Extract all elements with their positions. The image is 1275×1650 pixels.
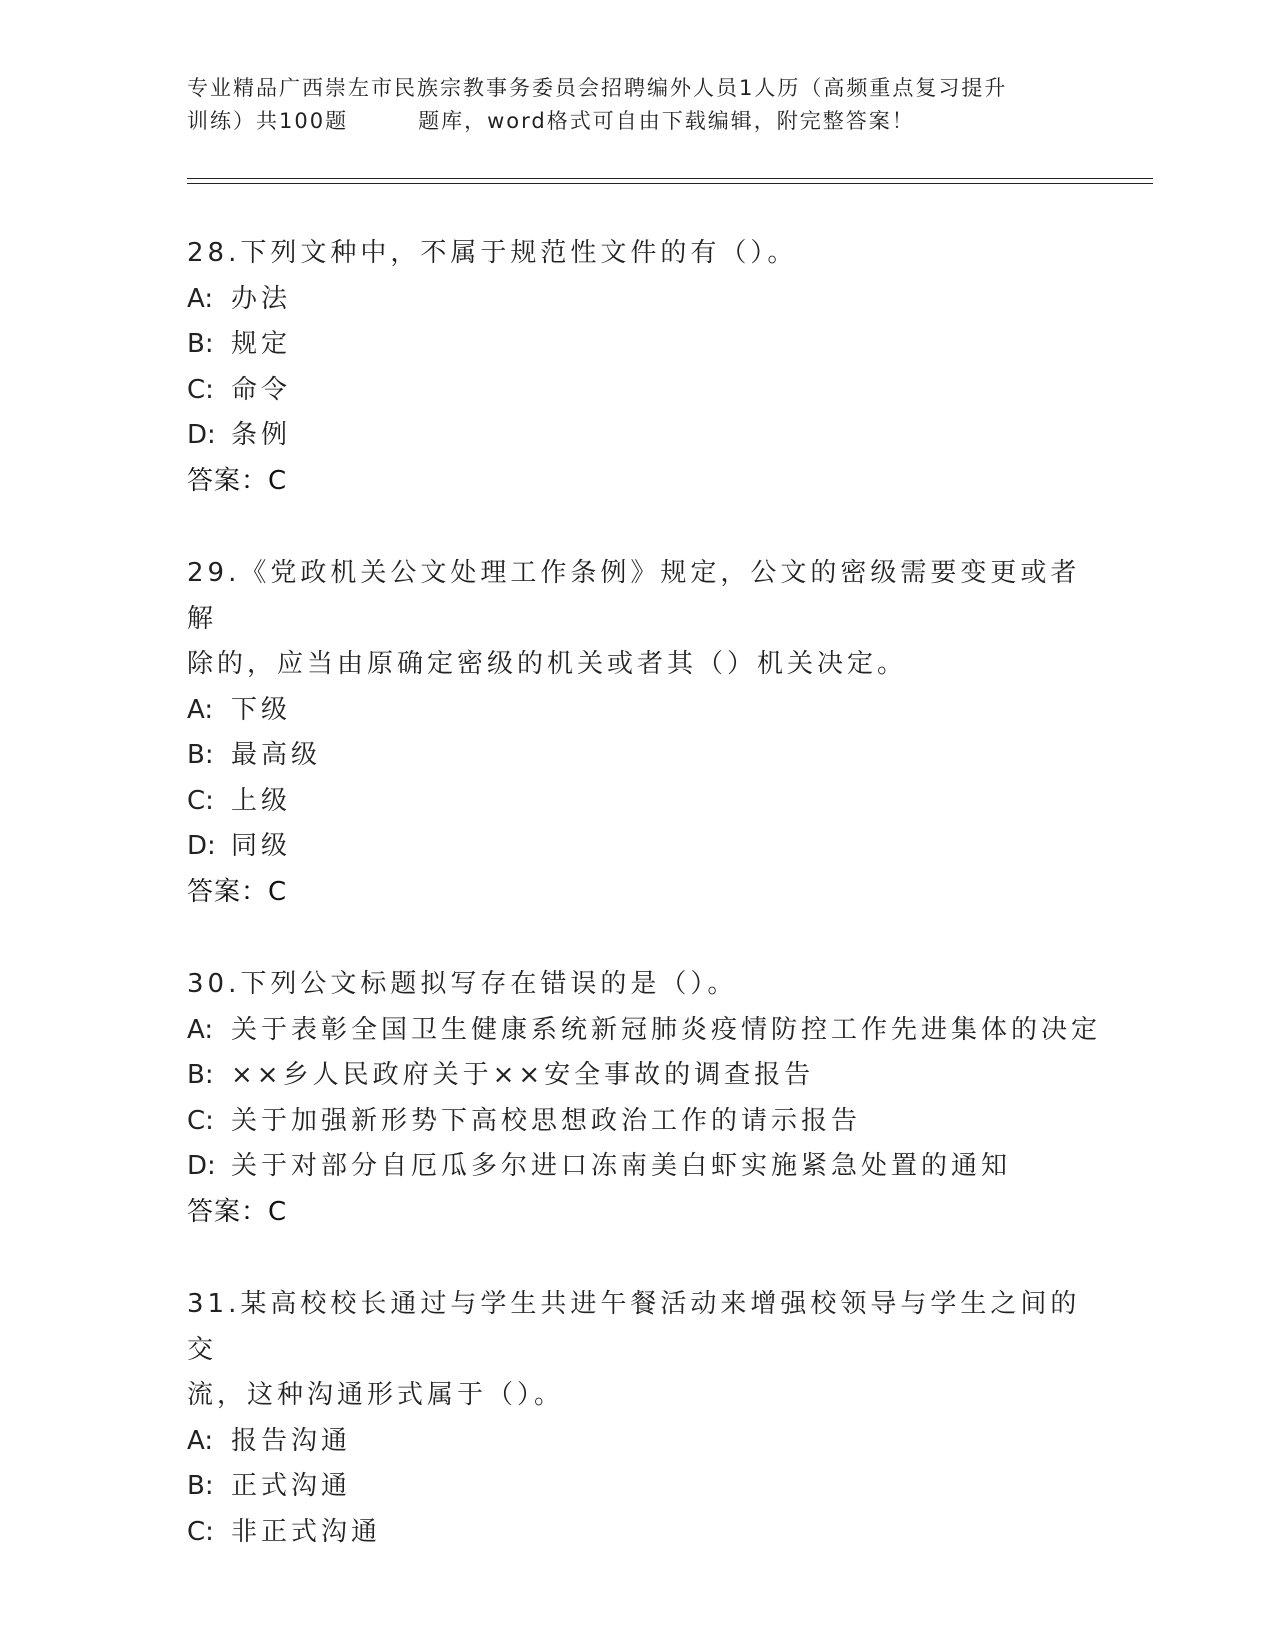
option-a [187, 1008, 1107, 1054]
option-a [187, 688, 1107, 734]
question-31 [187, 1282, 1107, 1555]
header-line-2-part-a: 训练）共100题 [187, 109, 349, 133]
header-line-2-part-b: 题库，word格式可自由下载编辑，附完整答案！ [418, 109, 915, 133]
question-stem-line-1: 31.某高校校长通过与学生共进午餐活动来增强校领导与学生之间的交 [187, 1289, 1081, 1365]
header-divider-bottom [187, 183, 1153, 184]
option-key: A: [187, 1425, 214, 1456]
question-stem: 28.下列文种中，不属于规范性文件的有（）。 [187, 238, 798, 268]
option-text: 规定 [231, 329, 292, 359]
option-key: A: [187, 283, 214, 314]
option-key: C: [187, 1516, 214, 1547]
option-key: C: [187, 785, 214, 816]
option-key: D: [187, 1151, 216, 1181]
document-header [187, 72, 1087, 138]
question-stem-line-2: 流，这种沟通形式属于（）。 [187, 1380, 565, 1410]
option-text: 上级 [231, 785, 292, 816]
option-a [187, 1419, 1107, 1465]
question-30 [187, 962, 1107, 1235]
option-key: A: [187, 694, 214, 725]
option-text: 关于表彰全国卫生健康系统新冠肺炎疫情防控工作先进集体的决定 [231, 1014, 1102, 1045]
option-key: C: [187, 1105, 214, 1136]
header-divider-top [187, 178, 1153, 179]
option-key: B: [187, 1471, 214, 1501]
question-stem: 30.下列公文标题拟写存在错误的是（）。 [187, 969, 738, 999]
header-line-1: 专业精品广西崇左市民族宗教事务委员会招聘编外人员1人历（高频重点复习提升 [187, 76, 1008, 100]
option-text: 同级 [231, 831, 292, 861]
option-key: A: [187, 1014, 214, 1045]
option-b [187, 322, 1107, 368]
option-b [187, 733, 1107, 779]
option-d [187, 1144, 1107, 1190]
answer-line: 答案：C [187, 465, 288, 496]
option-key: B: [187, 740, 214, 770]
option-key: C: [187, 374, 214, 405]
option-text: 非正式沟通 [231, 1516, 382, 1547]
option-text: 办法 [231, 283, 292, 314]
option-b [187, 1464, 1107, 1510]
option-key: D: [187, 420, 216, 450]
option-c [187, 1510, 1107, 1556]
option-b [187, 1053, 1107, 1099]
option-text: 条例 [231, 420, 292, 450]
option-key: B: [187, 329, 214, 359]
option-text: 正式沟通 [231, 1471, 352, 1501]
option-c [187, 1099, 1107, 1145]
option-text: ××乡人民政府关于××安全事故的调查报告 [231, 1060, 815, 1090]
option-c [187, 779, 1107, 825]
option-key: D: [187, 831, 216, 861]
question-28 [187, 231, 1107, 504]
question-29 [187, 551, 1107, 915]
header-line-2 [187, 105, 1087, 138]
question-stem-line-2: 除的，应当由原确定密级的机关或者其（）机关决定。 [187, 649, 908, 679]
option-text: 关于加强新形势下高校思想政治工作的请示报告 [231, 1105, 862, 1136]
question-list [187, 231, 1107, 1602]
option-text: 最高级 [231, 740, 322, 770]
option-text: 报告沟通 [231, 1425, 352, 1456]
question-stem-line-1: 29.《党政机关公文处理工作条例》规定，公文的密级需要变更或者解 [187, 558, 1081, 634]
option-text: 下级 [231, 694, 292, 725]
option-c [187, 368, 1107, 414]
option-d [187, 824, 1107, 870]
option-d [187, 413, 1107, 459]
option-a [187, 277, 1107, 323]
option-text: 命令 [231, 374, 292, 405]
option-key: B: [187, 1060, 214, 1090]
option-text: 关于对部分自厄瓜多尔进口冻南美白虾实施紧急处置的通知 [231, 1151, 1012, 1181]
answer-line: 答案：C [187, 1196, 288, 1227]
answer-line: 答案：C [187, 876, 288, 907]
